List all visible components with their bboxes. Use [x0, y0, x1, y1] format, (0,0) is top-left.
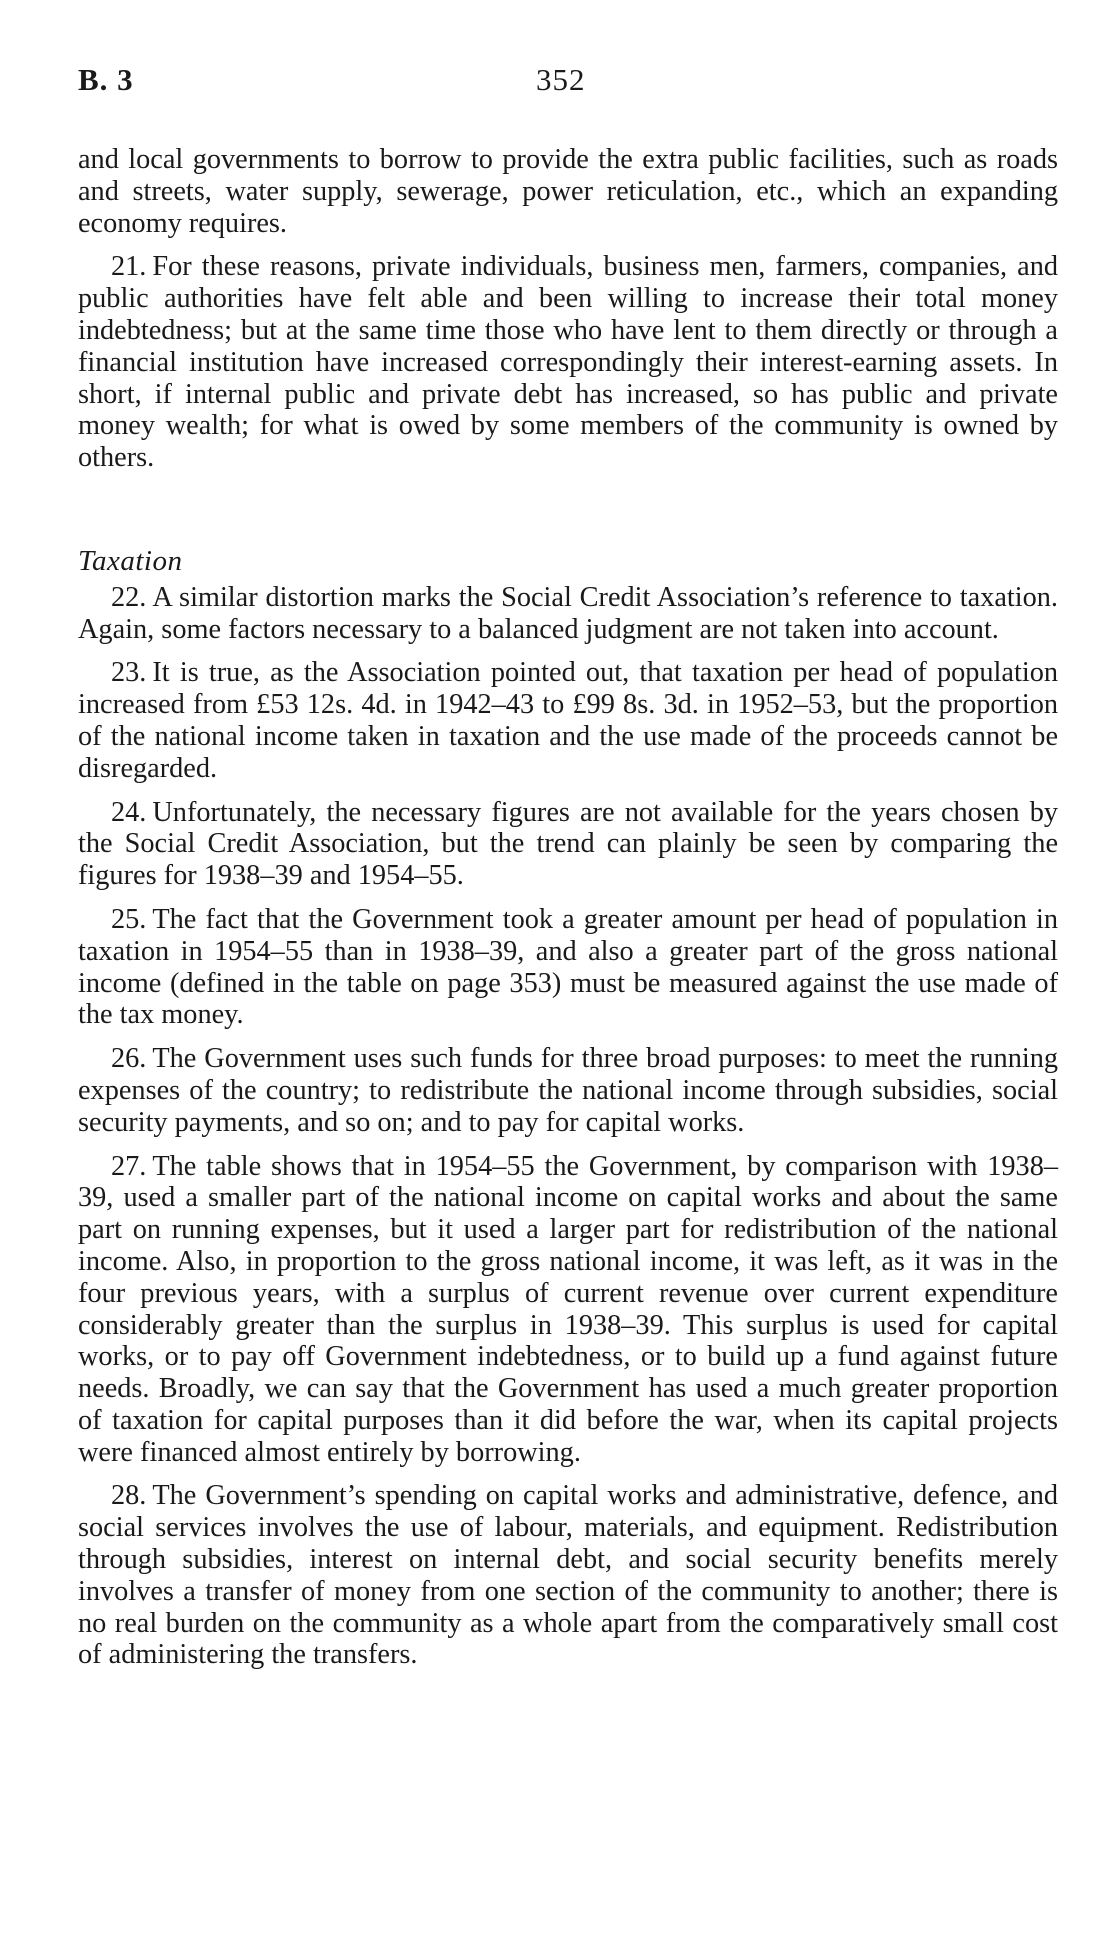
page-number: 352 — [536, 62, 586, 97]
paragraph-22 — [78, 582, 1058, 646]
section-heading: Taxation — [78, 544, 183, 577]
document-page — [78, 58, 1058, 1683]
paragraph-24 — [78, 797, 1058, 892]
paragraph-number: 24. — [111, 796, 147, 828]
paragraph-text: The Government uses such funds for three broad purposes: to meet the running expenses of the country; to redistribute the national income through subsidies, social security payments, and so on; and to pay for capital works. — [78, 1043, 1058, 1138]
paragraph-continued — [78, 144, 1058, 239]
paragraph-text: A similar distortion marks the Social Credit Association’s reference to taxation. Again, some factors necessary to a balanced judgment are not taken into account. — [78, 581, 1058, 645]
paragraph-text: The Government’s spending on capital works and administrative, defence, and social services involves the use of labour, materials, and equipment. Redistribution through subsidies, interest on internal debt, and social security benefits merely involves a transfer of money from one section of the community to another; there is no real burden on the community as a whole apart from the comparatively small cost of administering the transfers. — [78, 1480, 1058, 1671]
page-body — [78, 144, 1058, 1671]
paragraph-text: The table shows that in 1954–55 the Government, by comparison with 1938–39, used a smaller part of the national income on capital works and about the same part on running expenses, but it used a larger part for redistribution of the national income. Also, in proportion to the gross national income, it was left, as it was in the four previous years, with a surplus of current revenue over current expenditure considerably greater than the surplus in 1938–39. This surplus is used for capital works, or to pay off Government indebtedness, or to build up a fund against future needs. Broadly, we can say that the Government has used a much greater proportion of taxation for capital purposes than it did before the war, when its capital projects were financed almost entirely by borrowing. — [78, 1150, 1058, 1468]
paragraph-26 — [78, 1043, 1058, 1138]
series-reference: B. 3 — [78, 62, 134, 97]
paragraph-number: 22. — [111, 581, 147, 613]
paragraph-28 — [78, 1480, 1058, 1671]
paragraph-25 — [78, 904, 1058, 1031]
paragraph-number: 25. — [111, 903, 147, 935]
paragraph-number: 27. — [111, 1150, 147, 1182]
paragraph-number: 26. — [111, 1043, 147, 1075]
paragraph-21 — [78, 251, 1058, 474]
paragraph-text: and local governments to borrow to provide the extra public facilities, such as roads and streets, water supply, sewerage, power reticulation, etc., which an expanding economy requires. — [78, 144, 1058, 239]
paragraph-text: For these reasons, private individuals, business men, farmers, companies, and public authorities have felt able and been willing to increase their total money indebtedness; but at the same time those who have lent to them directly or through a financial institution have increased correspondingly their interest-earning assets. In short, if internal public and private debt has increased, so has public and private money wealth; for what is owed by some members of the community is owned by others. — [78, 251, 1058, 474]
paragraph-text: Unfortunately, the necessary figures are not available for the years chosen by the Social Credit Association, but the trend can plainly be seen by comparing the figures for 1938–39 and 1954–55. — [78, 796, 1058, 892]
paragraph-number: 23. — [111, 657, 147, 689]
page-header — [78, 58, 1058, 106]
paragraph-number: 21. — [111, 251, 147, 283]
paragraph-text: It is true, as the Association pointed out, that taxation per head of population increased from £53 12s. 4d. in 1942–43 to £99 8s. 3d. in 1952–53, but the proportion of the national income taken in taxation and the use made of the proceeds cannot be disregarded. — [78, 657, 1058, 784]
paragraph-text: The fact that the Government took a greater amount per head of population in taxation in 1954–55 than in 1938–39, and also a greater part of the gross national income (defined in the table on page 353) must be measured against the use made of the tax money. — [78, 903, 1058, 1031]
paragraph-number: 28. — [111, 1480, 147, 1512]
paragraph-27 — [78, 1151, 1058, 1469]
paragraph-23 — [78, 657, 1058, 784]
